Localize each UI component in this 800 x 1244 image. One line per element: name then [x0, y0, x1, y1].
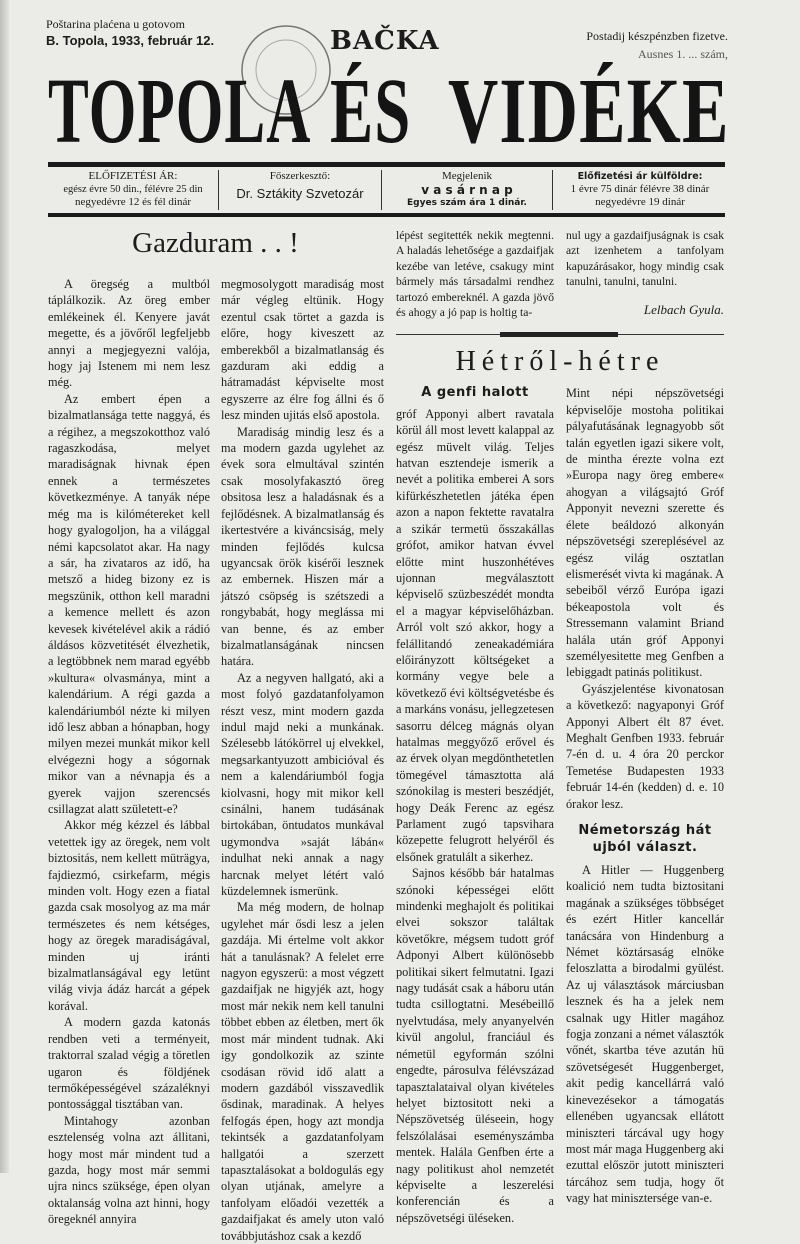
divider-ornament — [500, 332, 618, 337]
paragraph: A Hitler — Huggenberg koalició nem tudta biztositani magának a szükséges többséget és ezért Hitler kancellár tanácsára von Hindenburg a Német köztársaság elnöke feloszlatta a birodalmi gyülést. Az uj választások márciusban lesznek és ha a jelek nem csalnak ugy Hitler magához fogja zonzani a német választók vőnét, skartba téve azután hü szövetségesét Huggenberget, akit pedig kancellárrá való kinevezésekor a támogatás ellenében ugyancsak ellátott miniszteri tárcával ugy hogy most már maga Huggenberg aki ezuttal először jutott miniszteri tárcához sem tudja, hogy őt vagy hat minisztersége van-e. — [566, 863, 724, 1206]
paragraph: Gyászjelentése kivonatosan a következő: nagyaponyi Gróf Apponyi Albert élt 87 évet. Meghalt Genfben 1933. február 7-én d. u. 4 óra 20 perckor Temetése Budapesten 1933 február 14-én (kedden) d. e. 10 órakor lesz. — [566, 681, 724, 811]
paragraph: gróf Apponyi albert ravatala körül áll most levett kalappal az egész müvelt világ. Teljes hatvan esztendeje ismerik a nevét a politika emberei A sors kifürkészhetetlen játéka épen azon a napon fektette ravatalra a szikár termetü ősszakállas grófot, amikor hatvan évvel előtte mint huszonhétéves ujonnan megválasztott képviselő szüzbeszédét mondta el a magyar képviselőházban. Arról volt szó akkor, hogy a felállitandó zeneakadémiára előirányzott költségeket a kormány vegye bele a következő évi költségvetésbe és a markáns vonásu, jellegzetesen sasorru délceg mágnás olyan hatalmas meggyőző erővel és az érvek olyan megdönthetetlen tömegével támasztotta alá szónokilag is mesteri beszédjét, hogy Deák Ferenc az egész Parlament zugó tapsvihara közepette felugrott helyéről és elsőnek gratulált a sikerhez. — [396, 406, 554, 864]
article-continuation — [396, 228, 724, 320]
right-area — [396, 228, 724, 1226]
place-date: B. Topola, 1933, február 12. — [46, 33, 215, 48]
region-title: BAČKA — [330, 26, 440, 56]
paragraph: Az embert épen a bizalmatlansága tette naggyá, és a régihez, a megszokotthoz való ragaszkodása, melyet maradiságnak hivnak épen ennek a természetes következménye. A tanyák népe még ma is kilómétereket kell hogy gyalogoljon, ha a világgal némi kapcsolatot akar. Ha nagy a sár, ha zivataros az idő, ha metsző a hideg bizony ez is megszünik, otthon kell maradni a kemence mellett és azon kevesek kivételével akik a rádió áldásos közvetitését élvezhetik, a legtöbbnek nem marad egyébb »kultura« olvasmánya, mint a kalendárium. A régi gazda a kalendáriumból nézte ki milyen idő lesz abban a hónapban, hogy milyen mezei munkát mikor kell elvégezni hogy a sógornak mikor van a névnapja és a gyerek vajjon szerencsés csillagzat alatt született-e? — [48, 391, 210, 816]
article-author: Lelbach Gyula. — [643, 301, 724, 317]
subscription-line: negyedévre 12 és fél dinár — [74, 196, 192, 208]
abroad-line: negyedévre 19 dinár — [595, 196, 685, 208]
postage-note-left: Poštarina plaćena u gotovom — [46, 17, 185, 31]
editor-label: Főszerkesztő: — [269, 170, 331, 182]
abroad-label: Előfizetési ár külföldre: — [577, 171, 703, 182]
divider-line — [218, 170, 219, 210]
abroad-line: 1 évre 75 dinár félévre 38 dinár — [570, 183, 710, 195]
section-divider — [396, 332, 724, 337]
paragraph: Az a negyven hallgató, aki a most folyó gazdatanfolyamon részt vesz, mint modern gazda indul majd neki a munkának. Szélesebb látókörrel uj elvekkel, megsarkantyuzott ambicióval és nem a kalendáriumból fogja kiolvasni, hogy mit mikor kell csinálni, hanem tudásának birtokában, öntudatos munkával ugymondva »saját lábán« indulhat neki annak a nagy harcnak melyet létért való küzdelemnek ismerünk. — [221, 670, 384, 899]
subscription-info — [48, 170, 218, 210]
news-column — [396, 385, 554, 1226]
abroad-subscription-info — [554, 170, 726, 210]
divider-line — [552, 170, 553, 210]
appears-day: v a s á r n a p — [421, 183, 513, 197]
news-column — [566, 385, 724, 1206]
paragraph: A öregség a multból táplálkozik. Az öreg ember emlékeinek él. Kenyere javát megette, és a jövőről legfeljebb annyi a megjegyezni valója, hogy jaj Istenem mi nem lesz még. — [48, 277, 210, 390]
divider-rule — [48, 213, 725, 217]
masthead-word: ÉS — [330, 58, 412, 163]
article-column — [48, 276, 210, 1228]
issue-line: Ausnes 1. ... szám, — [638, 47, 728, 61]
news-heading: A genfi halott — [421, 385, 529, 401]
editor-name: Dr. Sztákity Szvetozár — [236, 186, 364, 201]
news-columns — [396, 385, 724, 1226]
paragraph: Mint népi népszövetségi képviselője mostoha politikai pályafutásának legnagyobb sőt talán egyetlen igazi sikere volt, de mintha érezte volna ezt »Europa nagy öreg embere« ahogyan a világsajtó Gróf Apponyit nevezni szerette és élete beáldozó alkonyán népszövetségi szereplésével az egész világ osztatlan elismerését vivta ki magának. A sebeiből vérző Európa igazi békeapostola volt és Stressemann valamint Briand halála után gróf Apponyi személyesitette meg Genfben a lebiggadt patinás politikust. — [566, 386, 724, 680]
section-title: Hétről-hétre — [455, 346, 665, 378]
masthead-word: VIDÉKE — [448, 58, 730, 163]
paragraph: Ma még modern, de holnap ugylehet már ősdi lesz a jelen gazdája. Mi értelme volt akkor hát a tanulásnak? A felelet erre nagyon egyszerü: a most végzett gazdaifjak ne higyjék azt, hogy most már nekik nem kell tanulni többet ebben az életben, mert ők most már mindent tudnak. Aki igy gondolkozik az szinte csodásan rövid idő alatt a modern gazdából visszavedlik ősdinak, maradinak. A helyes felfogás épen, hogy azt mondja tekintsék a gazdatanfolyam hallgatói a szerzett tapasztalásokat a boldogulás egy olyan utjának, amelyre a tanfolyam előadói vezették a gazdaifjakat és amely uton való továbbjutáshoz csak a kezdő — [221, 900, 384, 1243]
paragraph: A modern gazda katonás rendben veti a terményeit, traktorral szalad végig a töretlen ugaron és földjének termőképességével százaléknyi pontossággal tisztában van. — [48, 1015, 210, 1112]
news-heading: Németország hát ujból választ. — [578, 823, 712, 855]
paragraph: Mintahogy azonban esztelenség volna azt állitani, hogy most már mindent tud a gazda, hogy most már semmi ujra nincs szüksége, épen olyan oktalanság volna azt hinni, hogy öregeknél annyira — [48, 1113, 210, 1227]
paragraph: Maradiság mindig lesz és a ma modern gazda ugylehet az évek sora elmultával szintén csak mosolyfakasztó öreg obsitosa lesz a haladásnak és a fejlődésnek. A bizalmatlanság és ikertestvére a kiváncsiság, mely minden fejlődés kulcsa ugyancsak örök kisérői lesznek az embernek. Hiszen már a játszó csöpség is szétszedi a rongybabát, hogy meglássa mi van benne, és az ember bizalmatlanságának nincsen határa. — [221, 424, 384, 669]
subscription-label: ELŐFIZETÉSI ÁR: — [88, 170, 178, 182]
paragraph: Sajnos később bár hatalmas szónoki képességei előtt mindenki meghajolt és politikai elvei sokszor találtak követőkre, mégsem tudott gróf Adponyi Albert különösebb politikai sikert felmutatni. Igazi nagy tudását csak a háboru után tudta csillogtatni. Mesébeillő nyelvtudása, mely anyanyelvén kivül angolul, franciául és németül egyformán szólni engedte, párosulva félévszázad tapasztalataival olyan kivételes helyet biztositott neki a Népszövetség üléseein, hogy felszólalásai eseményszámba mentek. Halála Genfben érte a nagy politikust ahol nemzetét képviselte a leszerelési konferencián és a népszövetségi üléseken. — [396, 866, 554, 1225]
article-column — [566, 228, 724, 318]
editor-info — [220, 170, 380, 210]
scan-edge-shadow — [0, 0, 9, 1173]
paragraph: lépést segitették nekik megtenni. A haladás lehetősége a gazdaifjak kezébe van letéve, csakugy mint bármely más társadalmi rendhez tartozó embereknél. A gazda jövő és ahogy a jó pap is holtig ta- — [396, 229, 554, 320]
divider-line — [381, 170, 382, 210]
divider-rule — [48, 162, 725, 167]
paragraph: megmosolygott maradiság most már végleg eltünik. Hogy ezentul csak törtet a gazda is előre, hogy kiveszett az emberekből a bizalmatlanság és gazduram aki eddig a hátramadást képviselte most egyszerre az élre fog állni és ő lesz minden ujitás első apostola. — [221, 277, 384, 423]
paragraph: Akkor még kézzel és lábbal vetettek igy az öregek, nem volt biztositás, nem kellett müträgya, fajdiezmó, csirkefarm, mégis minden volt. Hogy ezen a fiatal gazda csak mosolyog az ma már természetes és nem kétséges, hogy az öregek maradiságával, minden uj iránti bizalmatlanságával egy letünt világ vivja ádáz harcát a gépek korával. — [48, 818, 210, 1013]
single-issue-price: Egyes szám ára 1 dinár. — [407, 198, 527, 208]
paragraph: nul ugy a gazdaifjuságnak is csak azt izenhetem a tanfolyam kapuzárásakor, hogy mindig csak tanulni, tanulni, tanulni. — [566, 229, 724, 289]
subscription-line: egész évre 50 din., félévre 25 din — [63, 184, 203, 195]
article-column — [396, 228, 554, 320]
appears-label: Megjelenik — [441, 170, 493, 182]
article-column — [221, 276, 384, 1244]
masthead-word: TOPOLA — [48, 58, 312, 163]
publication-info — [383, 170, 551, 210]
postage-note-right: Postadij készpénzben fizetve. — [586, 29, 728, 43]
article-title: Gazduram . . ! — [132, 227, 299, 259]
